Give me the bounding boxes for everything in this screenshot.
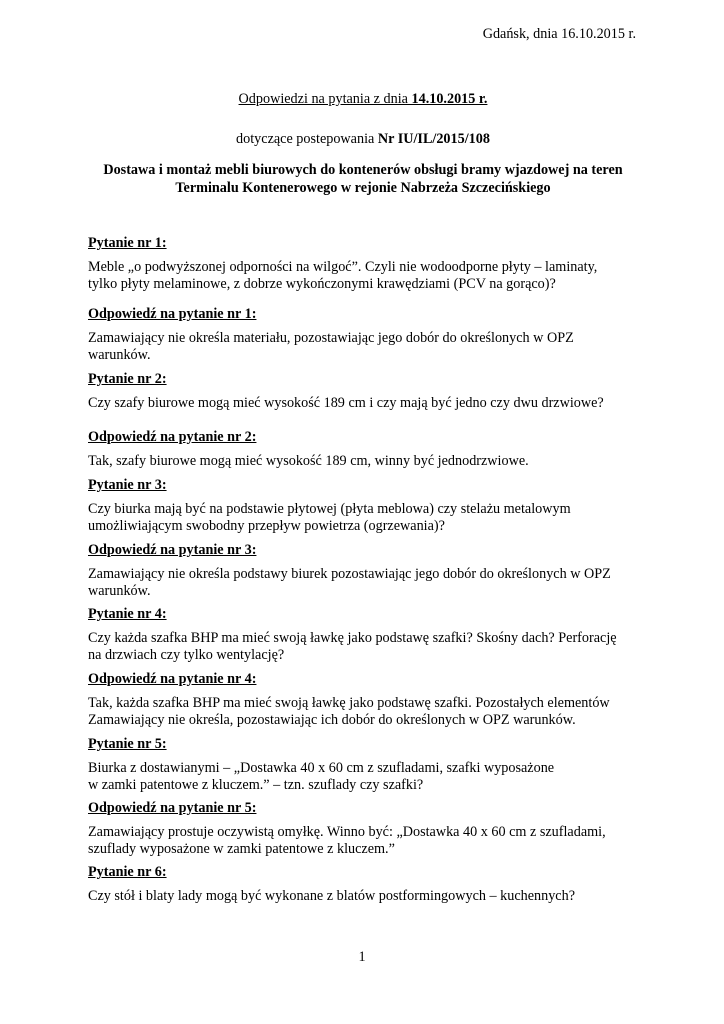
answer-3-line-1: Zamawiający nie określa podstawy biurek pozostawiając jego dobór do określonych w OPZ (88, 566, 611, 582)
question-4-label: Pytanie nr 4: (88, 606, 167, 622)
question-3-label: Pytanie nr 3: (88, 477, 167, 493)
answer-2-label: Odpowiedź na pytanie nr 2: (88, 429, 257, 445)
page-number: 1 (358, 949, 366, 965)
question-5-line-2: w zamki patentowe z kluczem.” – tzn. szuflady czy szafki? (88, 777, 424, 793)
question-3 (88, 477, 638, 535)
answer-4-text (88, 695, 638, 729)
title-line-2: Terminalu Kontenerowego w rejonie Nabrzeża Szczecińskiego (175, 180, 551, 196)
question-6 (88, 864, 638, 905)
question-3-line-1: Czy biurka mają być na podstawie płytowej (płyta meblowa) czy stelażu metalowym (88, 501, 571, 517)
question-2 (88, 371, 638, 412)
question-6-text (88, 888, 638, 905)
answer-5-line-2: szuflady wyposażone w zamki patentowe z kluczem.” (88, 841, 395, 857)
answer-2 (88, 429, 638, 470)
question-6-label: Pytanie nr 6: (88, 864, 167, 880)
answer-3-text (88, 566, 638, 600)
question-4-line-1: Czy każda szafka BHP ma mieć swoją ławkę jako podstawę szafki? Skośny dach? Perforację (88, 630, 617, 646)
answers-heading-date: 14.10.2015 r. (411, 91, 488, 107)
question-4 (88, 606, 638, 664)
question-2-text (88, 395, 638, 412)
answer-5 (88, 800, 638, 858)
answers-heading (88, 91, 638, 108)
question-1-line-2: tylko płyty melaminowe, z dobrze wykończonymi krawędziami (PCV na gorąco)? (88, 276, 556, 292)
answer-4-label: Odpowiedź na pytanie nr 4: (88, 671, 257, 687)
question-5-label: Pytanie nr 5: (88, 736, 167, 752)
answer-3-label: Odpowiedź na pytanie nr 3: (88, 542, 257, 558)
question-1-label: Pytanie nr 1: (88, 235, 167, 251)
answer-2-line-1: Tak, szafy biurowe mogą mieć wysokość 189 cm, winny być jednodrzwiowe. (88, 453, 529, 469)
answer-2-text (88, 453, 638, 470)
answer-1-label: Odpowiedź na pytanie nr 1: (88, 306, 257, 322)
procedure-number: Nr IU/IL/2015/108 (377, 131, 490, 147)
answer-5-text (88, 824, 638, 858)
question-4-line-2: na drzwiach czy tylko wentylację? (88, 647, 285, 663)
question-2-line-1: Czy szafy biurowe mogą mieć wysokość 189 cm i czy mają być jedno czy dwu drzwiowe? (88, 395, 604, 411)
date-line: Gdańsk, dnia 16.10.2015 r. (482, 26, 636, 42)
question-3-line-2: umożliwiającym swobodny przepływ powietrza (ogrzewania)? (88, 518, 445, 534)
answer-1 (88, 306, 638, 364)
question-5-line-1: Biurka z dostawianymi – „Dostawka 40 x 60 cm z szufladami, szafki wyposażone (88, 760, 555, 776)
question-6-line-1: Czy stół i blaty lady mogą być wykonane z blatów postformingowych – kuchennych? (88, 888, 575, 904)
question-1-text (88, 259, 638, 293)
answer-5-line-1: Zamawiający prostuje oczywistą omyłkę. Winno być: „Dostawka 40 x 60 cm z szufladami, (88, 824, 606, 840)
procedure-reference (88, 131, 638, 148)
question-2-label: Pytanie nr 2: (88, 371, 167, 387)
question-1-line-1: Meble „o podwyższonej odporności na wilgoć”. Czyli nie wodoodporne płyty – laminaty, (88, 259, 598, 275)
question-3-text (88, 501, 638, 535)
answer-5-label: Odpowiedź na pytanie nr 5: (88, 800, 257, 816)
answer-4-line-1: Tak, każda szafka BHP ma mieć swoją ławkę jako podstawę szafki. Pozostałych elementów (88, 695, 610, 711)
answer-3 (88, 542, 638, 600)
question-1 (88, 235, 638, 293)
answer-3-line-2: warunków. (88, 583, 151, 599)
question-5 (88, 736, 638, 794)
procedure-prefix: dotyczące postepowania (236, 131, 378, 147)
answer-4 (88, 671, 638, 729)
title-line-1: Dostawa i montaż mebli biurowych do kontenerów obsługi bramy wjazdowej na teren (103, 162, 623, 178)
answers-heading-prefix: Odpowiedzi na pytania z dnia (238, 91, 412, 107)
question-5-text (88, 760, 638, 794)
question-4-text (88, 630, 638, 664)
answer-1-line-1: Zamawiający nie określa materiału, pozostawiając jego dobór do określonych w OPZ (88, 330, 574, 346)
answer-1-text (88, 330, 638, 364)
answer-4-line-2: Zamawiający nie określa, pozostawiając ich dobór do określonych w OPZ warunków. (88, 712, 576, 728)
answer-1-line-2: warunków. (88, 347, 151, 363)
document-title (88, 161, 638, 197)
